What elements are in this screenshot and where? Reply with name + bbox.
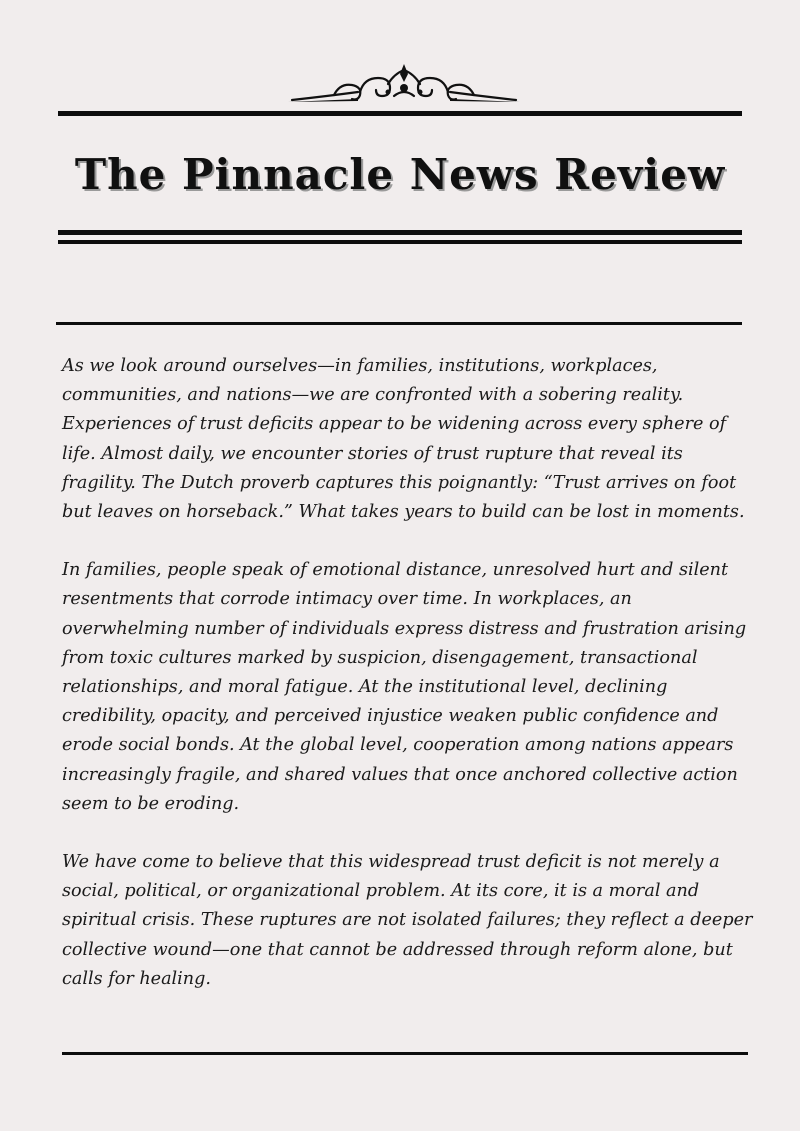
article-paragraph: As we look around ourselves—in families, institutions, workplaces, communities, and nations—we are confronted with a sobering reality. Experiences of trust deficits appear to be widening across every sphere of life. Almost daily, we encounter stories of trust rupture that reveal its fragility. The Dutch proverb captures this poignantly: “Trust arrives on foot but leaves on horseback.” What takes years to build can be lost in moments. (62, 356, 745, 523)
article-body (62, 352, 762, 1023)
masthead-bottom-rule-lower (58, 240, 742, 244)
page-title: The Pinnacle News Review (74, 150, 726, 199)
article-paragraph: In families, people speak of emotional distance, unresolved hurt and silent resentments that corrode intimacy over time. In workplaces, an overwhelming number of individuals express distress and frustration arising from toxic cultures marked by suspicion, disengagement, transactional relationships, and moral fatigue. At the institutional level, declining credibility, opacity, and perceived injustice weaken public confidence and erode social bonds. At the global level, cooperation among nations appears increasingly fragile, and shared values that once anchored collective action seem to be eroding. (62, 560, 747, 814)
masthead-bottom-rule-upper (58, 230, 742, 235)
flourish-ornament-icon (288, 62, 520, 108)
masthead-top-rule (58, 111, 742, 116)
article-top-divider (56, 322, 742, 325)
article-paragraph: We have come to believe that this widespread trust deficit is not merely a social, political, or organizational problem. At its core, it is a moral and spiritual crisis. These ruptures are not isolated failures; they reflect a deeper collective wound—one that cannot be addressed through reform alone, but calls for healing. (62, 852, 753, 989)
article-bottom-divider (62, 1052, 748, 1055)
